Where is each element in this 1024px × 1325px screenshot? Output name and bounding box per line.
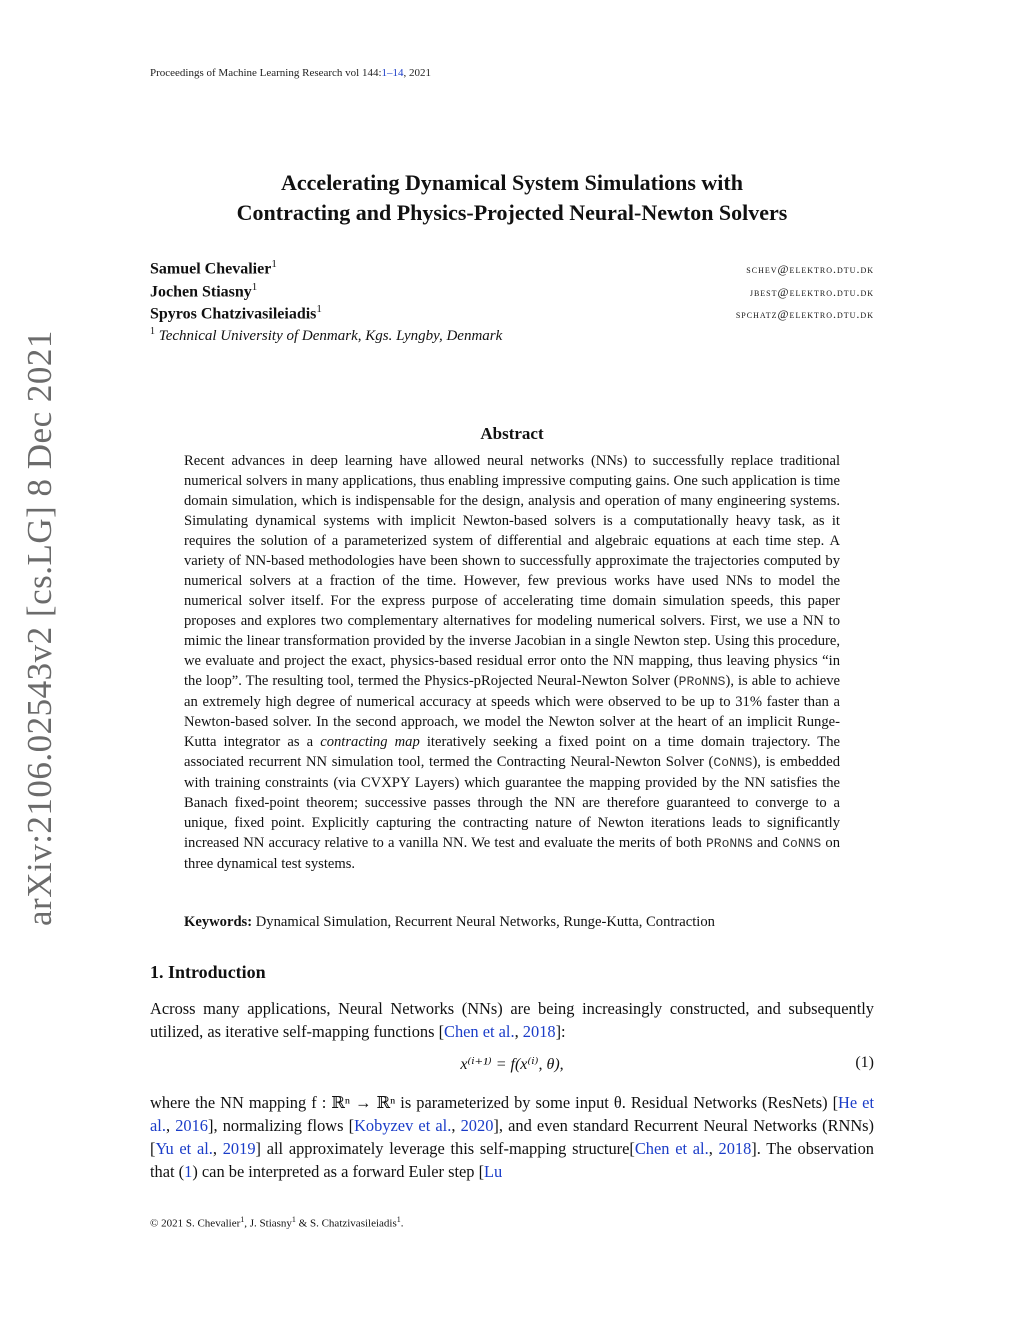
citation-link[interactable]: Chen et al. — [634, 1139, 709, 1158]
abstract-body: Recent advances in deep learning have allowed neural networks (NNs) to successfully replace traditional numerical solvers in many applications, thus enabling impressive computing gains. One such application is time domain simulation, which is indispensable for the design, analysis and operation of many engineering systems. Simulating dynamical systems with implicit Newton-based solvers is a computationally heavy task, as it requires the solution of a parameterized system of differential and algebraic equations at each time step. A variety of NN-based methodologies have been shown to successfully approximate the trajectories computed by numerical solvers at a fraction of the time. However, few previous works have used NNs to model the numerical solver itself. For the express purpose of accelerating time domain simulation speeds, this paper proposes and explores two complementary alternatives for modeling numerical solvers. First, we use a NN to mimic the linear transformation provided by the inverse Jacobian in a single Newton step. Using this procedure, we evaluate and project the exact, physics-based residual error onto the NN mapping, thus leaving physics “in the loop”. The resulting tool, termed the Physics-pRojected Neural-Newton Solver (PRoNNS), is able to achieve an extremely high degree of numerical accuracy at speeds which were observed to be up to 31% faster than a Newton-based solver. In the second approach, we model the Newton solver at the heart of an implicit Runge-Kutta integrator as a contracting map iteratively seeking a fixed point on a time domain trajectory. The associated recurrent NN simulation tool, termed the Contracting Neural-Newton Solver (CoNNS), is embedded with training constraints (via CVXPY Layers) which guarantee the mapping provided by the NN satisfies the Banach fixed-point theorem; successive passes through the NN are therefore guaranteed to converge to a unique, fixed point. Explicitly capturing the contracting nature of Newton iterations leads to significantly increased NN accuracy relative to a vanilla NN. We test and evaluate the merits of both PRoNNS and CoNNS on three dynamical test systems. — [184, 453, 841, 872]
arxiv-stamp: arXiv:2106.02543v2 [cs.LG] 8 Dec 2021 — [20, 330, 59, 926]
citation-link[interactable]: Lu — [484, 1162, 503, 1181]
author-2: Jochen Stiasny$^1$ — [150, 281, 258, 301]
title-line-1: Accelerating Dynamical System Simulations with — [281, 170, 743, 195]
keywords — [184, 912, 840, 932]
equation-1 — [150, 1054, 874, 1078]
conns-name: CoNNS — [713, 755, 753, 770]
equation-ref-link[interactable]: 1 — [184, 1162, 193, 1181]
affiliation: $^1$ Technical University of Denmark, Kgs. Lyngby, Denmark — [150, 326, 503, 344]
citation-year-link[interactable]: 2019 — [222, 1139, 256, 1158]
citation-year-link[interactable]: 2018 — [718, 1139, 752, 1158]
intro-paragraph-2: where the NN mapping f : ℝⁿ → ℝⁿ is parameterized by some input θ. Residual Networks (ResNets) [He et al., 2016], normalizing flows [Kobyzev et al., 2020], and even standard Recurrent Neural Networks (RNNs) [Yu et al., 2019] all approximately leverage this self-mapping structure[Chen et al., 2018]. The observation that (1) can be interpreted as a forward Euler step [Lu — [150, 1093, 875, 1181]
page-dash: – — [387, 67, 393, 79]
equation-number: (1) — [855, 1054, 874, 1071]
header-text: Proceedings of Machine Learning Research vol 144: — [150, 67, 382, 79]
citation-link[interactable]: He et al. — [150, 1093, 874, 1135]
author-1-email: schev@elektro.dtu.dk — [746, 262, 874, 276]
citation-year-link[interactable]: 2016 — [175, 1116, 208, 1135]
citation-link[interactable]: Kobyzev et al. — [354, 1116, 452, 1135]
header-year: , 2021 — [403, 67, 432, 79]
author-3: Spyros Chatzivasileiadis$^1$ — [150, 303, 322, 323]
equation-body: x⁽ⁱ⁺¹⁾ = f(x⁽ⁱ⁾, θ), — [460, 1056, 564, 1073]
paper-title — [120, 168, 904, 228]
copyright-footer: © 2021 S. Chevalier$^1$, J. Stiasny$^1$ & S. Chatzivasileiadis$^1$. — [150, 1215, 404, 1230]
citation-link[interactable]: Yu et al. — [155, 1139, 213, 1158]
intro-paragraph-1: Across many applications, Neural Networks (NNs) are being increasingly constructed, and subsequently utilized, as iterative self-mapping functions [Chen et al., 2018]: — [150, 999, 874, 1041]
page-start-link[interactable]: 1 — [381, 67, 388, 79]
author-3-email: spchatz@elektro.dtu.dk — [735, 307, 874, 321]
keywords-text: Dynamical Simulation, Recurrent Neural Networks, Runge-Kutta, Contraction — [252, 914, 715, 930]
title-line-2: Contracting and Physics-Projected Neural-Newton Solvers — [236, 200, 788, 225]
contracting-map-term: contracting map — [320, 734, 420, 750]
citation-year-link[interactable]: 2018 — [522, 1022, 556, 1041]
section-heading-introduction: 1. Introduction — [150, 962, 266, 982]
author-1: Samuel Chevalier$^1$ — [150, 258, 277, 278]
abstract-heading: Abstract — [480, 424, 544, 443]
citation-year-link[interactable]: 2020 — [460, 1116, 494, 1135]
running-header — [150, 67, 431, 79]
author-2-email: jbest@elektro.dtu.dk — [749, 285, 874, 299]
keywords-label: Keywords: — [184, 914, 253, 930]
page-end-link[interactable]: 14 — [392, 67, 404, 79]
pronns-name: PRoNNS — [678, 674, 726, 689]
citation-link[interactable]: Chen et al. — [444, 1022, 515, 1041]
